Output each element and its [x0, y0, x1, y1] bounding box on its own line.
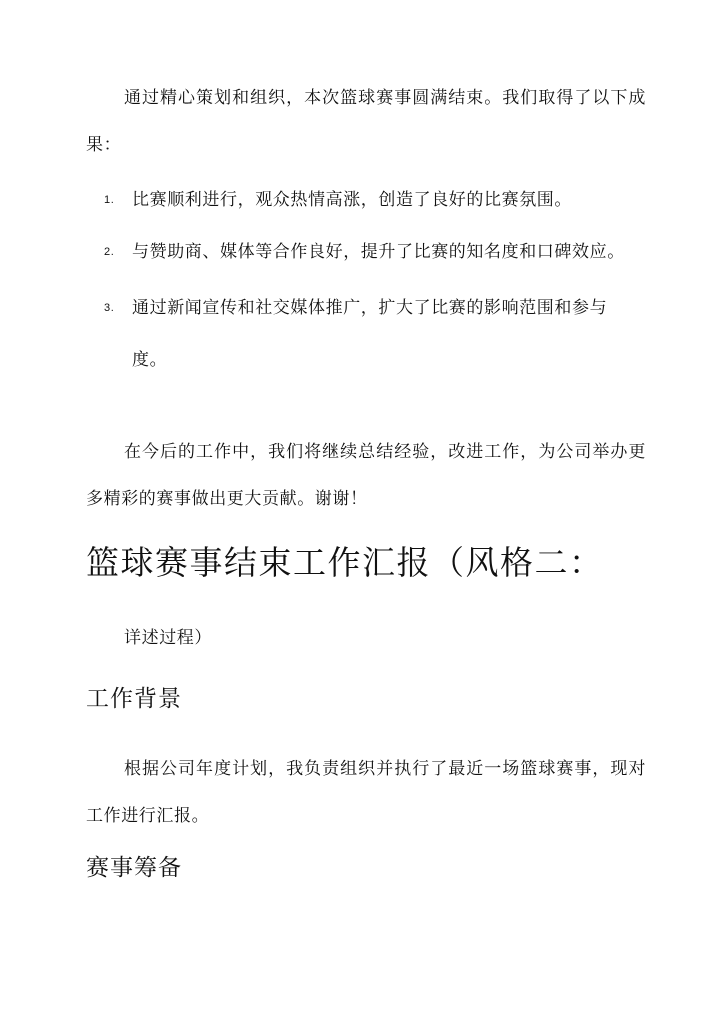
list-item-text: 比赛顺利进行，观众热情高涨，创造了良好的比赛氛围。: [132, 190, 572, 210]
preparation-heading: 赛事筹备: [86, 855, 182, 881]
list-item-text: 通过新闻宣传和社交媒体推广，扩大了比赛的影响范围和参与度。: [132, 298, 608, 370]
list-item-text: 与赞助商、媒体等合作良好，提升了比赛的知名度和口碑效应。: [132, 242, 625, 262]
style2-title: 篮球赛事结束工作汇报（风格二：: [86, 543, 604, 582]
list-number: 2.: [104, 246, 115, 258]
results-list: [104, 174, 634, 386]
list-number: 3.: [104, 302, 115, 314]
list-item: [104, 174, 634, 226]
intro-paragraph: 通过精心策划和组织，本次篮球赛事圆满结束。我们取得了以下成果：: [86, 88, 646, 155]
style2-subtitle: 详述过程）: [124, 628, 212, 648]
list-number: 1.: [104, 194, 115, 206]
list-item: [104, 226, 634, 278]
background-paragraph: 根据公司年度计划，我负责组织并执行了最近一场篮球赛事，现对工作进行汇报。: [86, 759, 646, 826]
closing-paragraph: 在今后的工作中，我们将继续总结经验，改进工作，为公司举办更多精彩的赛事做出更大贡献。谢谢！: [86, 442, 646, 509]
background-heading: 工作背景: [86, 686, 182, 712]
list-item: [104, 282, 634, 386]
